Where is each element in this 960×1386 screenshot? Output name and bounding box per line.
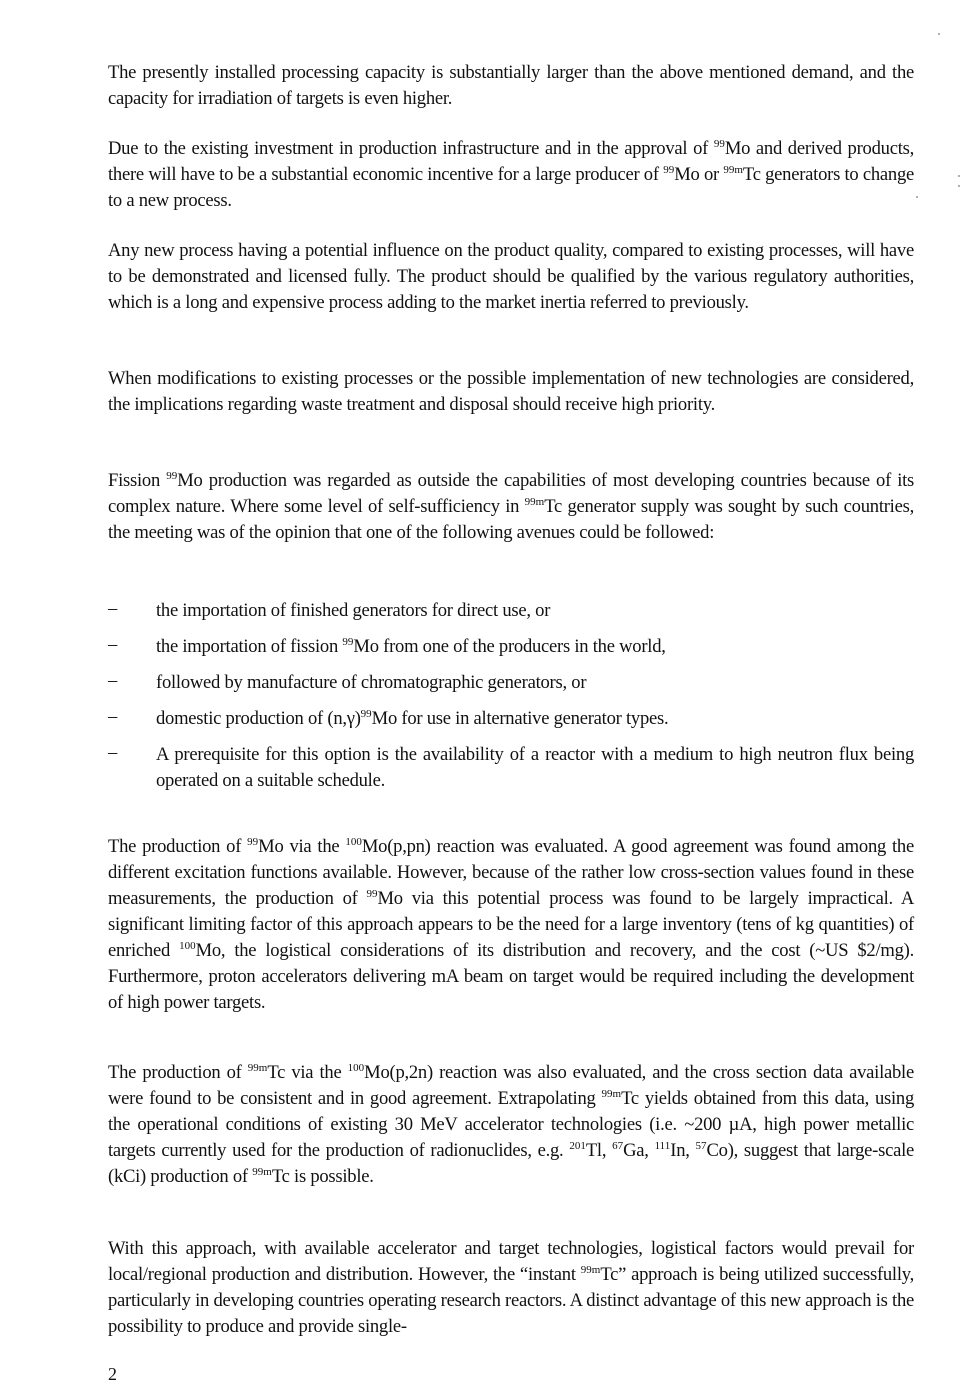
- dash-bullet: –: [108, 634, 118, 655]
- dash-bullet: –: [108, 706, 118, 727]
- paragraph-tc-p2n-reaction: The production of $^{99m}$Tc via the $^{100}$Mo(p,2n) reaction was also evaluated, and the cross section data available were found to be consistent and in good agreement. Extrapolating $^{99m}$Tc yields obtained from this data, using the operational conditions of existing 30 MeV accelerator technologies (i.e. ~200 µA, high power metallic targets currently used for the production of radionuclides, e.g. $^{201}$Tl, $^{67}$Ga, $^{111}$In, $^{57}$Co), suggest that large-scale (kCi) production of $^{99m}$Tc is possible.: [108, 1062, 914, 1187]
- dash-bullet: –: [108, 598, 118, 619]
- paragraph-fission-mo-production: Fission $^{99}$Mo production was regarded as outside the capabilities of most developing countries because of its complex nature. Where some level of self-sufficiency in $^{99m}$Tc generator supply was sought by such countries, the meeting was of the opinion that one of the following avenues could be followed:: [108, 470, 915, 543]
- scan-speck: [938, 33, 940, 35]
- list-item: – the importation of finished generators for direct use, or: [108, 598, 551, 621]
- dash-bullet: –: [108, 670, 118, 691]
- list-item: – domestic production of $(n,\gamma)^{99}Mo$ for use in alternative generator types.: [108, 706, 669, 729]
- paragraph-new-process-licensing: Any new process having a potential influence on the product quality, compared to existing processes, will have to be demonstrated and licensed fully. The product should be qualified by the various regulatory authorities, which is a long and expensive process adding to the market inertia referred to previously.: [108, 240, 914, 313]
- paragraph-instant-tc-approach: With this approach, with available accelerator and target technologies, logistical factors would prevail for local/regional production and distribution. However, the “instant $^{99m}$Tc” approach is being utilized successfully, particularly in developing countries operating research reactors. A distinct advantage of this new approach is the possibility to produce and provide single-: [108, 1238, 914, 1337]
- page-number: 2: [108, 1364, 117, 1384]
- list-item: – A prerequisite for this option is the availability of a reactor with a medium to high neutron flux being operated on a suitable schedule.: [108, 742, 914, 791]
- list-item: – followed by manufacture of chromatographic generators, or: [108, 670, 587, 693]
- paragraph-economic-incentive: Due to the existing investment in production infrastructure and in the approval of $^{99}$Mo and derived products, there will have to be a substantial economic incentive for a large producer of $^{99}$Mo or $^{99m}$Tc generators to change to a new process.: [108, 138, 914, 211]
- dash-bullet: –: [108, 742, 118, 763]
- paragraph-mo-pn-reaction: The production of $^{99}$Mo via the $^{100}$Mo(p,pn) reaction was evaluated. A good agreement was found among the different excitation functions available. However, because of the rather low cross-section values found in these measurements, the production of $^{99}$Mo via this potential process was found to be largely impractical. A significant limiting factor of this approach appears to be the need for a large inventory (tens of kg quantities) of enriched $^{100}$Mo, the logistical considerations of its distribution and recovery, and the cost (~US $2/mg). Furthermore, proton accelerators delivering mA beam on target would be required including the development of high power targets.: [108, 836, 914, 1013]
- list-item: – the importation of fission $^{99}$Mo from one of the producers in the world,: [108, 634, 666, 657]
- scan-speck: [916, 196, 918, 198]
- paragraph-processing-capacity: The presently installed processing capacity is substantially larger than the above mentioned demand, and the capacity for irradiation of targets is even higher.: [108, 62, 914, 109]
- paragraph-waste-treatment: When modifications to existing processes or the possible implementation of new technologies are considered, the implications regarding waste treatment and disposal should receive high priority.: [108, 368, 914, 415]
